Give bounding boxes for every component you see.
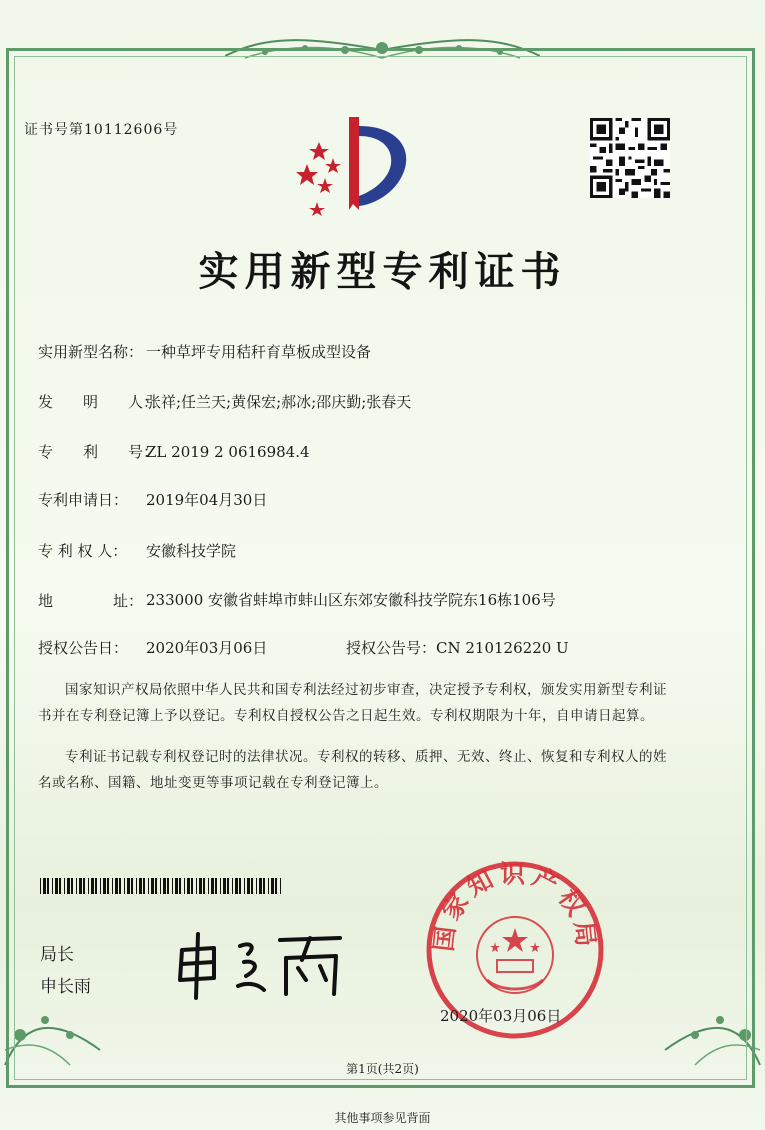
- field-filing-date: [38, 489, 267, 510]
- inventor-label: 发 明 人：: [38, 393, 159, 411]
- filing-date-value: 2019年04月30日: [146, 491, 268, 509]
- grant-date-value: 2020年03月06日: [146, 639, 268, 657]
- seal-text: 国家知识产权局: [428, 860, 602, 953]
- page-number: 第1页(共2页): [346, 1062, 419, 1076]
- patent-number-label: 专 利 号：: [38, 443, 159, 461]
- field-publication-number: [346, 637, 569, 658]
- patentee-value: 安徽科技学院: [146, 542, 237, 560]
- director-signature: [170, 920, 350, 1000]
- seal-date: 2020年03月06日: [440, 1007, 562, 1025]
- director-name: 申长雨: [40, 977, 91, 997]
- body-paragraph-2: 专利证书记载专利权登记时的法律状况。专利权的转移、质押、无效、终止、恢复和专利权人的姓名或名称、国籍、地址变更等事项记载在专利登记簿上。: [38, 749, 667, 791]
- barcode: [40, 878, 283, 894]
- certificate-title: 实用新型专利证书: [198, 248, 567, 295]
- address-value: 233000 安徽省蚌埠市蚌山区东郊安徽科技学院东16栋106号: [146, 591, 556, 609]
- patent-office-emblem-icon: [287, 112, 417, 216]
- field-grant-date: [38, 637, 267, 658]
- body-paragraph-1: 国家知识产权局依照中华人民共和国专利法经过初步审查，决定授予专利权，颁发实用新型专利证书并在专利登记簿上予以登记。专利权自授权公告之日起生效。专利权期限为十年，自申请日起算。: [38, 682, 667, 724]
- field-patentee: [38, 540, 236, 561]
- publication-number-value: CN 210126220 U: [436, 639, 569, 657]
- name-value: 一种草坪专用秸秆育草板成型设备: [146, 343, 372, 361]
- qr-code: [590, 118, 670, 198]
- name-label: 实用新型名称：: [38, 343, 144, 361]
- field-inventor: [38, 391, 411, 412]
- field-patent-number: [38, 441, 310, 462]
- field-utility-model-name: [38, 341, 371, 362]
- address-label: 地 址：: [38, 592, 144, 610]
- director-title: 局长: [40, 945, 74, 965]
- certificate-number: 证书号第10112606号: [24, 122, 179, 138]
- grant-date-label: 授权公告日：: [38, 639, 129, 657]
- footer-note: 其他事项参见背面: [334, 1111, 431, 1125]
- patent-number-value: ZL 2019 2 0616984.4: [146, 443, 310, 461]
- inventor-value: 张祥;任兰天;黄保宏;郝冰;邵庆勤;张春天: [146, 393, 412, 411]
- filing-date-label: 专利申请日：: [38, 491, 129, 509]
- publication-number-label: 授权公告号：: [346, 639, 437, 657]
- patentee-label: 专 利 权 人：: [38, 542, 128, 560]
- field-address: [38, 590, 561, 611]
